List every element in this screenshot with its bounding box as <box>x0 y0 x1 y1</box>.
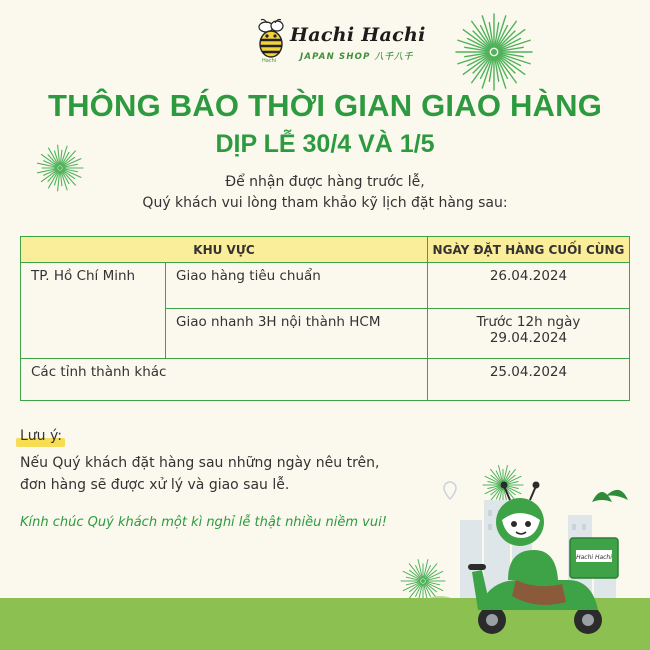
intro-line-2: Quý khách vui lòng tham khảo kỹ lịch đặt hàng sau: <box>142 195 508 211</box>
note-body <box>20 452 440 496</box>
page-title: THÔNG BÁO THỜI GIAN GIAO HÀNG <box>47 88 603 123</box>
page-subtitle: DỊP LỄ 30/4 VÀ 1/5 <box>215 130 435 158</box>
intro-line-1: Để nhận được hàng trước lễ, <box>225 174 425 190</box>
note-line-1: Nếu Quý khách đặt hàng sau những ngày nêu trên, <box>20 455 380 471</box>
holiday-wish: Kính chúc Quý khách một kì nghỉ lễ thật nhiều niềm vui! <box>20 515 387 530</box>
delivery-rider-illustration <box>420 460 650 650</box>
intro-text <box>0 172 650 214</box>
date-cell: 25.04.2024 <box>427 359 629 401</box>
note-label <box>20 428 62 444</box>
region-cell: TP. Hồ Chí Minh <box>21 263 166 359</box>
column-header-region: KHU VỰC <box>21 237 428 263</box>
date-line-2: 29.04.2024 <box>489 330 568 346</box>
date-line-1: Trước 12h ngày <box>476 314 581 330</box>
column-header-last-order-date: NGÀY ĐẶT HÀNG CUỐI CÙNG <box>427 237 629 263</box>
brand-logo <box>254 14 426 66</box>
note-label-text: Lưu ý: <box>20 428 62 444</box>
date-cell: 26.04.2024 <box>427 263 629 309</box>
date-cell <box>427 309 629 359</box>
delivery-schedule-table <box>20 236 630 401</box>
region-cell: Các tỉnh thành khác <box>21 359 428 401</box>
table-row <box>21 359 630 401</box>
svg-text:Hachi: Hachi <box>262 58 277 64</box>
box-label: Hachi Hachi <box>576 554 612 561</box>
bee-logo-icon <box>254 18 288 64</box>
brand-name: Hachi Hachi <box>290 24 426 46</box>
note-line-2: đơn hàng sẽ được xử lý và giao sau lễ. <box>20 477 290 493</box>
table-row <box>21 263 630 309</box>
firework-icon <box>452 10 536 94</box>
service-cell: Giao nhanh 3H nội thành HCM <box>166 309 428 359</box>
brand-subtitle: JAPAN SHOP 八千八千 <box>300 52 414 62</box>
service-cell: Giao hàng tiêu chuẩn <box>166 263 428 309</box>
